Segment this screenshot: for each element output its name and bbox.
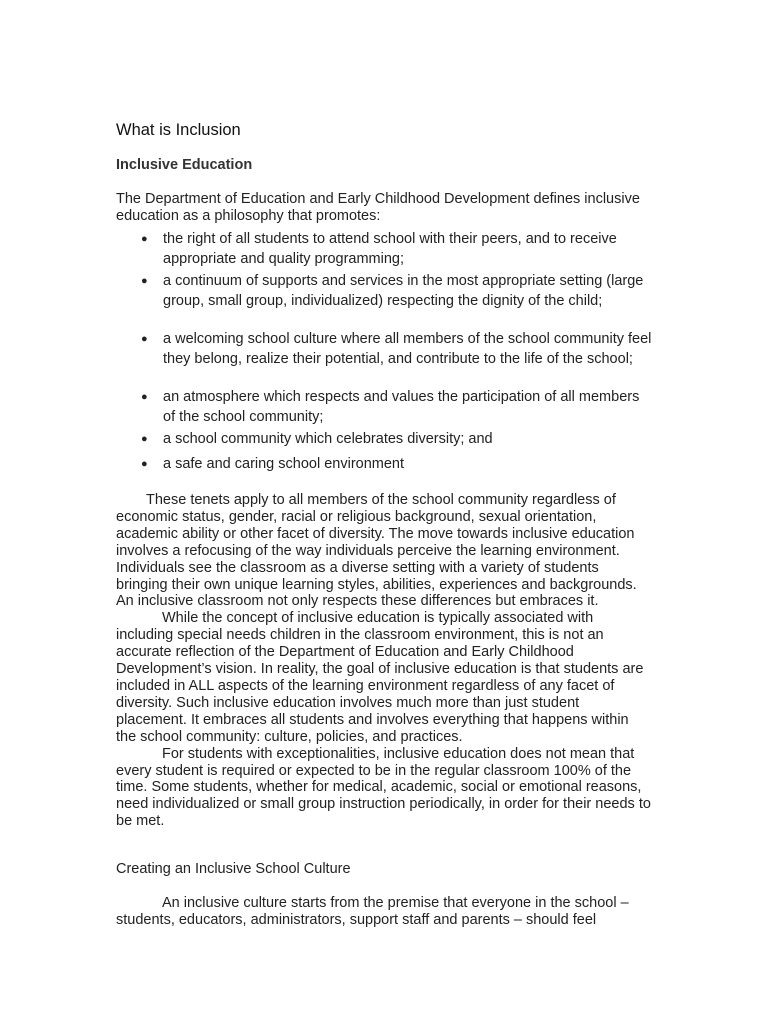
intro-paragraph: The Department of Education and Early Childhood Development defines inclusive education as a philosophy that promotes: — [116, 191, 640, 224]
list-item-text: an atmosphere which respects and values the participation of all members of the school community; — [163, 389, 640, 425]
bullet-icon: ● — [141, 333, 148, 345]
body-text — [116, 492, 652, 830]
page-title: What is Inclusion — [116, 121, 241, 139]
body-paragraph: An inclusive culture starts from the premise that everyone in the school – students, educators, administrators, support staff and parents – should feel — [116, 895, 629, 928]
section-heading: Creating an Inclusive School Culture — [116, 861, 351, 877]
list-item-text: a welcoming school culture where all members of the school community feel they belong, realize their potential, and contribute to the life of the school; — [163, 331, 652, 367]
list-item-text: a continuum of supports and services in the most appropriate setting (large group, small group, individualized) respecting the dignity of the child; — [163, 273, 644, 309]
body-paragraph: For students with exceptionalities, inclusive education does not mean that every student is required or expected to be in the regular classroom 100% of the time. Some students, whether for medical, academic, social or emotional reasons, need individualized or small group instruction periodically, in order for their needs to be met. — [116, 745, 651, 830]
bullet-icon: ● — [141, 433, 148, 445]
list-item-text: the right of all students to attend school with their peers, and to receive appropriate and quality programming; — [163, 231, 617, 267]
list-item — [116, 387, 652, 429]
body-paragraph: While the concept of inclusive education is typically associated with including special needs children in the classroom environment, this is not an accurate reflection of the Department of Education and Early Childhood Development’s vision. In reality, the goal of inclusive education is that students are included in ALL aspects of the learning environment regardless of any facet of diversity. Such inclusive education involves much more than just student placement. It embraces all students and involves everything that happens within the school community: culture, policies, and practices. — [116, 610, 644, 745]
list-item — [116, 429, 652, 454]
bullet-icon: ● — [141, 391, 148, 403]
list-item — [116, 271, 652, 329]
bullet-icon: ● — [141, 275, 148, 287]
bullet-icon: ● — [141, 233, 148, 245]
bullet-icon: ● — [141, 458, 148, 470]
list-item — [116, 454, 652, 474]
section-subtitle: Inclusive Education — [116, 157, 253, 173]
list-item — [116, 329, 652, 387]
bullet-list — [116, 229, 652, 474]
list-item-text: a school community which celebrates diversity; and — [163, 431, 493, 447]
list-item — [116, 229, 652, 271]
body-paragraph: These tenets apply to all members of the school community regardless of economic status, gender, racial or religious background, sexual orientation, academic ability or other facet of diversity. The move towards inclusive education involves a refocusing of the way individuals perceive the learning environment. Individuals see the classroom as a diverse setting with a variety of students bringing their own unique learning styles, abilities, experiences and backgrounds. An inclusive classroom not only respects these differences but embraces it. — [116, 492, 637, 610]
list-item-text: a safe and caring school environment — [163, 456, 405, 472]
